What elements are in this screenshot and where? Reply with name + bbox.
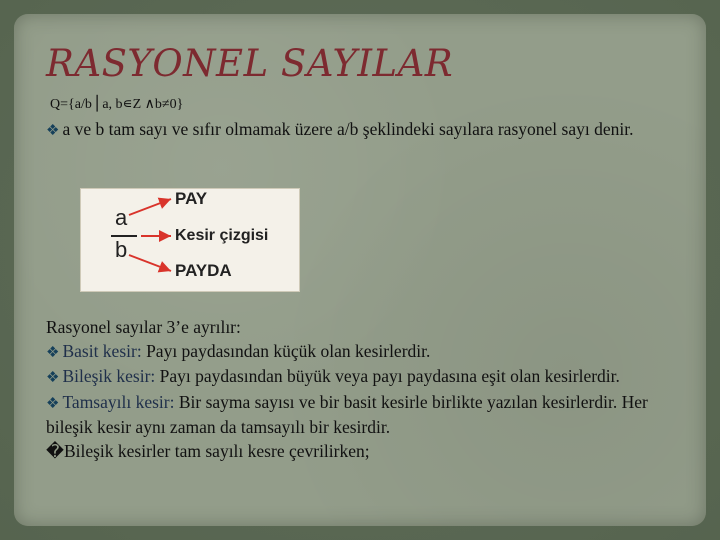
payda-label: PAYDA bbox=[175, 261, 232, 280]
type-term: Basit kesir: bbox=[62, 340, 142, 361]
type-term: Tamsayılı kesir: bbox=[62, 391, 175, 412]
pay-label: PAY bbox=[175, 189, 208, 208]
diamond-bullet-icon: ❖ bbox=[46, 395, 60, 412]
type-desc: Payı paydasından büyük veya payı paydasına eşit olan kesirlerdir. bbox=[155, 366, 620, 386]
kesir-cizgisi-label: Kesir çizgisi bbox=[175, 227, 269, 244]
arrow-payda bbox=[129, 255, 171, 271]
type-item bbox=[46, 340, 686, 366]
diamond-bullet-icon: ❖ bbox=[46, 123, 60, 139]
page-title: RASYONEL SAYILAR bbox=[46, 42, 454, 85]
intro-text: a ve b tam sayı ve sıfır olmamak üzere a/b şeklindeki sayılara rasyonel sayı denir. bbox=[62, 119, 634, 139]
type-item bbox=[46, 365, 686, 391]
type-desc: Payı paydasından küçük olan kesirlerdir. bbox=[141, 340, 431, 361]
intro-paragraph bbox=[46, 118, 686, 144]
type-item bbox=[46, 391, 686, 440]
diamond-bullet-icon: ❖ bbox=[46, 370, 60, 386]
last-line: �Bileşik kesirler tam sayılı kesre çevrilirken; bbox=[46, 440, 370, 461]
types-intro: Rasyonel sayılar 3’e ayrılır: bbox=[46, 317, 241, 337]
types-section bbox=[46, 316, 686, 463]
type-desc: Bir sayma sayısı ve bir basit kesirle birlikte yazılan kesirlerdir. Her bileşik kesir aynı zaman da tamsayılı bir kesirdir. bbox=[46, 391, 648, 437]
arrow-pay bbox=[129, 199, 171, 215]
denominator-label: b bbox=[115, 237, 128, 262]
type-term: Bileşik kesir: bbox=[62, 366, 156, 386]
numerator-label: a bbox=[115, 205, 128, 230]
fraction-diagram bbox=[80, 188, 300, 292]
formula: Q={a/b⎪a, b∊Z ∧b≠0} bbox=[50, 97, 184, 112]
diamond-bullet-icon: ❖ bbox=[46, 344, 60, 361]
